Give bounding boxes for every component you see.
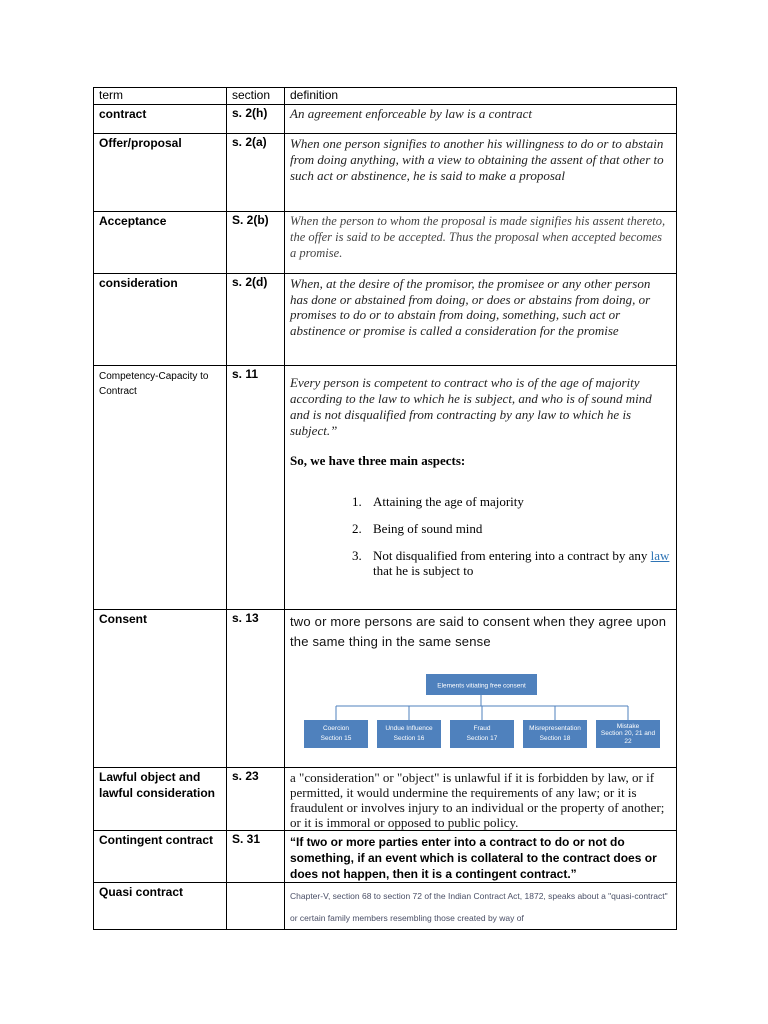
table-row-quasi: [94, 883, 677, 930]
consent-diagram: [300, 664, 671, 755]
diagram-node-label: Undue Influence: [385, 725, 433, 732]
diagram-node-label: Mistake: [616, 723, 640, 730]
consent-diagram-svg: [300, 664, 662, 750]
section-cell: S. 31: [227, 831, 285, 883]
section-cell: s. 23: [227, 768, 285, 831]
table-row-acceptance: [94, 212, 677, 274]
header-row: [94, 88, 677, 105]
header-term: term: [94, 88, 227, 105]
definition-cell: [285, 610, 677, 768]
definition-cell: Chapter-V, section 68 to section 72 of the Indian Contract Act, 1872, speaks about a "quasi-contract" or certain family members resembling those created by way of: [285, 883, 677, 930]
table-row-offer: [94, 134, 677, 212]
diagram-node-label: Coercion: [322, 725, 350, 732]
diagram-node-section: Section 20, 21 and 22: [600, 730, 656, 745]
section-cell: s. 2(h): [227, 105, 285, 134]
consent-definition: two or more persons are said to consent when they agree upon the same thing in the same sense: [290, 614, 667, 649]
diagram-node-section: Section 18: [539, 735, 571, 742]
diagram-root-label: Elements vitiating free consent: [437, 682, 526, 690]
table-row-consent: [94, 610, 677, 768]
section-cell: S. 2(b): [227, 212, 285, 274]
term-cell: Acceptance: [94, 212, 227, 274]
table-row-lawful: [94, 768, 677, 831]
term-cell: contract: [94, 105, 227, 134]
definition-cell: a "consideration" or "object" is unlawful if it is forbidden by law, or if permitted, it would undermine the requirements of any law; or it is fraudulent or involves injury to an individual or the property of another; or it is immoral or opposed to public policy.: [285, 768, 677, 831]
header-section: section: [227, 88, 285, 105]
term-cell: consideration: [94, 274, 227, 366]
diagram-node-section: Section 17: [466, 735, 498, 742]
header-definition: definition: [285, 88, 677, 105]
definition-cell: [285, 366, 677, 610]
term-cell: Consent: [94, 610, 227, 768]
law-link[interactable]: law: [650, 548, 670, 563]
definition-cell: When the person to whom the proposal is made signifies his assent thereto, the offer is said to be accepted. Thus the proposal when accepted becomes a promise.: [285, 212, 677, 274]
term-cell: Offer/proposal: [94, 134, 227, 212]
section-cell: s. 2(d): [227, 274, 285, 366]
diagram-node-section: Section 16: [393, 735, 425, 742]
list-item: 3. Not disqualified from entering into a contract by any law that he is subject to: [365, 548, 671, 578]
section-cell: s. 13: [227, 610, 285, 768]
diagram-node-section: Section 15: [320, 735, 352, 742]
list-item: 1. Attaining the age of majority: [365, 494, 671, 509]
definition-cell: When, at the desire of the promisor, the promisee or any other person has done or abstained from doing, or does or abstains from doing, or promises to do or to abstain from doing, something, such act or abstinence or promise is called a consideration for the promise: [285, 274, 677, 366]
list-item: 2. Being of sound mind: [365, 521, 671, 536]
table-row-contingent: [94, 831, 677, 883]
definition-cell: “If two or more parties enter into a contract to do or not do something, if an event which is collateral to the contract does or does not happen, then it is a contingent contract.”: [285, 831, 677, 883]
table-row-competency: [94, 366, 677, 610]
definition-cell: An agreement enforceable by law is a contract: [285, 105, 677, 134]
section-cell: [227, 883, 285, 930]
diagram-node-label: Fraud: [473, 725, 491, 732]
table-row-contract: [94, 105, 677, 134]
aspects-heading: So, we have three main aspects:: [290, 453, 466, 468]
definitions-table: [93, 87, 677, 930]
definition-cell: When one person signifies to another his willingness to do or to abstain from doing anything, with a view to obtaining the assent of that other to such act or abstinence, he is said to make a proposal: [285, 134, 677, 212]
section-cell: s. 11: [227, 366, 285, 610]
diagram-node-label: Misrepresentation: [529, 725, 581, 732]
section-cell: s. 2(a): [227, 134, 285, 212]
competency-definition: Every person is competent to contract who is of the age of majority according to the law to which he is subject, and who is of sound mind and is not disqualified from contracting by any law to which he is subject.”: [290, 375, 652, 438]
term-cell: Competency-Capacity to Contract: [94, 366, 227, 610]
term-cell: Lawful object and lawful consideration: [94, 768, 227, 831]
term-cell: Quasi contract: [94, 883, 227, 930]
term-cell: Contingent contract: [94, 831, 227, 883]
aspects-list: [290, 494, 671, 578]
table-row-consideration: [94, 274, 677, 366]
